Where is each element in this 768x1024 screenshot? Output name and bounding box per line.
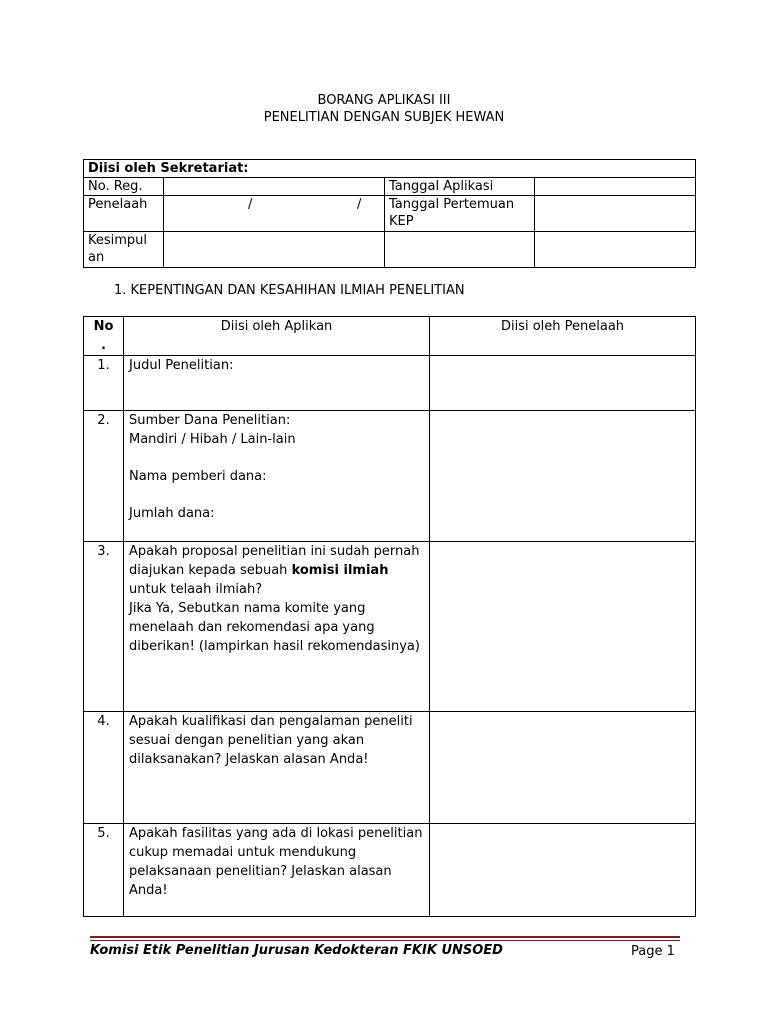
reviewer-answer-field[interactable]	[430, 824, 696, 917]
no-reg-field[interactable]	[164, 178, 385, 196]
kesimpulan-label: Kesimpul an	[84, 232, 164, 268]
row-number: 3.	[84, 542, 124, 712]
row-question: Judul Penelitian:	[124, 356, 430, 411]
row-question: Apakah kualifikasi dan pengalaman peneliti sesuai dengan penelitian yang akan dilaksanakan? Jelaskan alasan Anda!	[124, 712, 430, 824]
kesimpulan-field[interactable]	[164, 232, 385, 268]
jumlah-dana-label: Jumlah dana:	[129, 506, 215, 521]
table-row	[84, 411, 696, 542]
tanggal-pertemuan-label: Tanggal Pertemuan KEP	[385, 196, 535, 232]
row-question	[124, 411, 430, 542]
reviewer-answer-field[interactable]	[430, 411, 696, 542]
slash-1: /	[248, 197, 253, 212]
form-title: BORANG APLIKASI III	[317, 93, 451, 108]
header-aplikan: Diisi oleh Aplikan	[124, 317, 430, 356]
reviewer-answer-field[interactable]	[430, 542, 696, 712]
section-title: 1. KEPENTINGAN DAN KESAHIHAN ILMIAH PENELITIAN	[114, 283, 465, 298]
reviewer-answer-field[interactable]	[430, 356, 696, 411]
row-question: Apakah fasilitas yang ada di lokasi penelitian cukup memadai untuk mendukung pelaksanaan penelitian? Jelaskan alasan Anda!	[124, 824, 430, 917]
dana-label: Sumber Dana Penelitian:	[129, 413, 291, 428]
penelaah-field[interactable]	[164, 196, 385, 232]
no-reg-label: No. Reg.	[84, 178, 164, 196]
question-text: Apakah proposal penelitian ini sudah pernah diajukan kepada sebuah komisi ilmiah untuk telaah ilmiah?	[129, 544, 420, 597]
header-no: No .	[84, 317, 124, 356]
secretariat-heading: Diisi oleh Sekretariat:	[84, 160, 696, 178]
table-row	[84, 542, 696, 712]
footer-divider-thin	[90, 940, 680, 941]
penelaah-label: Penelaah	[84, 196, 164, 232]
row-number: 1.	[84, 356, 124, 411]
reviewer-answer-field[interactable]	[430, 712, 696, 824]
row-number: 2.	[84, 411, 124, 542]
header-penelaah: Diisi oleh Penelaah	[430, 317, 696, 356]
table-row	[84, 712, 696, 824]
tanggal-aplikasi-field[interactable]	[535, 178, 696, 196]
row-number: 5.	[84, 824, 124, 917]
row-number: 4.	[84, 712, 124, 824]
tanggal-pertemuan-field[interactable]	[535, 196, 696, 232]
question-followup: Jika Ya, Sebutkan nama komite yang menelaah dan rekomendasi apa yang diberikan! (lampirkan hasil rekomendasinya)	[129, 601, 420, 654]
secretariat-table	[83, 159, 696, 268]
slash-2: /	[357, 197, 362, 212]
pemberi-dana-label: Nama pemberi dana:	[129, 469, 267, 484]
dana-options: Mandiri / Hibah / Lain-lain	[129, 432, 296, 447]
kesimpulan-extra-field-2[interactable]	[535, 232, 696, 268]
table-row	[84, 824, 696, 917]
form-subtitle: PENELITIAN DENGAN SUBJEK HEWAN	[263, 110, 505, 125]
page-number: Page 1	[631, 944, 675, 959]
tanggal-aplikasi-label: Tanggal Aplikasi	[385, 178, 535, 196]
table-row	[84, 356, 696, 411]
section1-table	[83, 316, 696, 917]
footer-text: Komisi Etik Penelitian Jurusan Kedokteran FKIK UNSOED	[90, 943, 503, 958]
footer-divider	[90, 936, 680, 938]
kesimpulan-extra-field-1[interactable]	[385, 232, 535, 268]
row-question	[124, 542, 430, 712]
